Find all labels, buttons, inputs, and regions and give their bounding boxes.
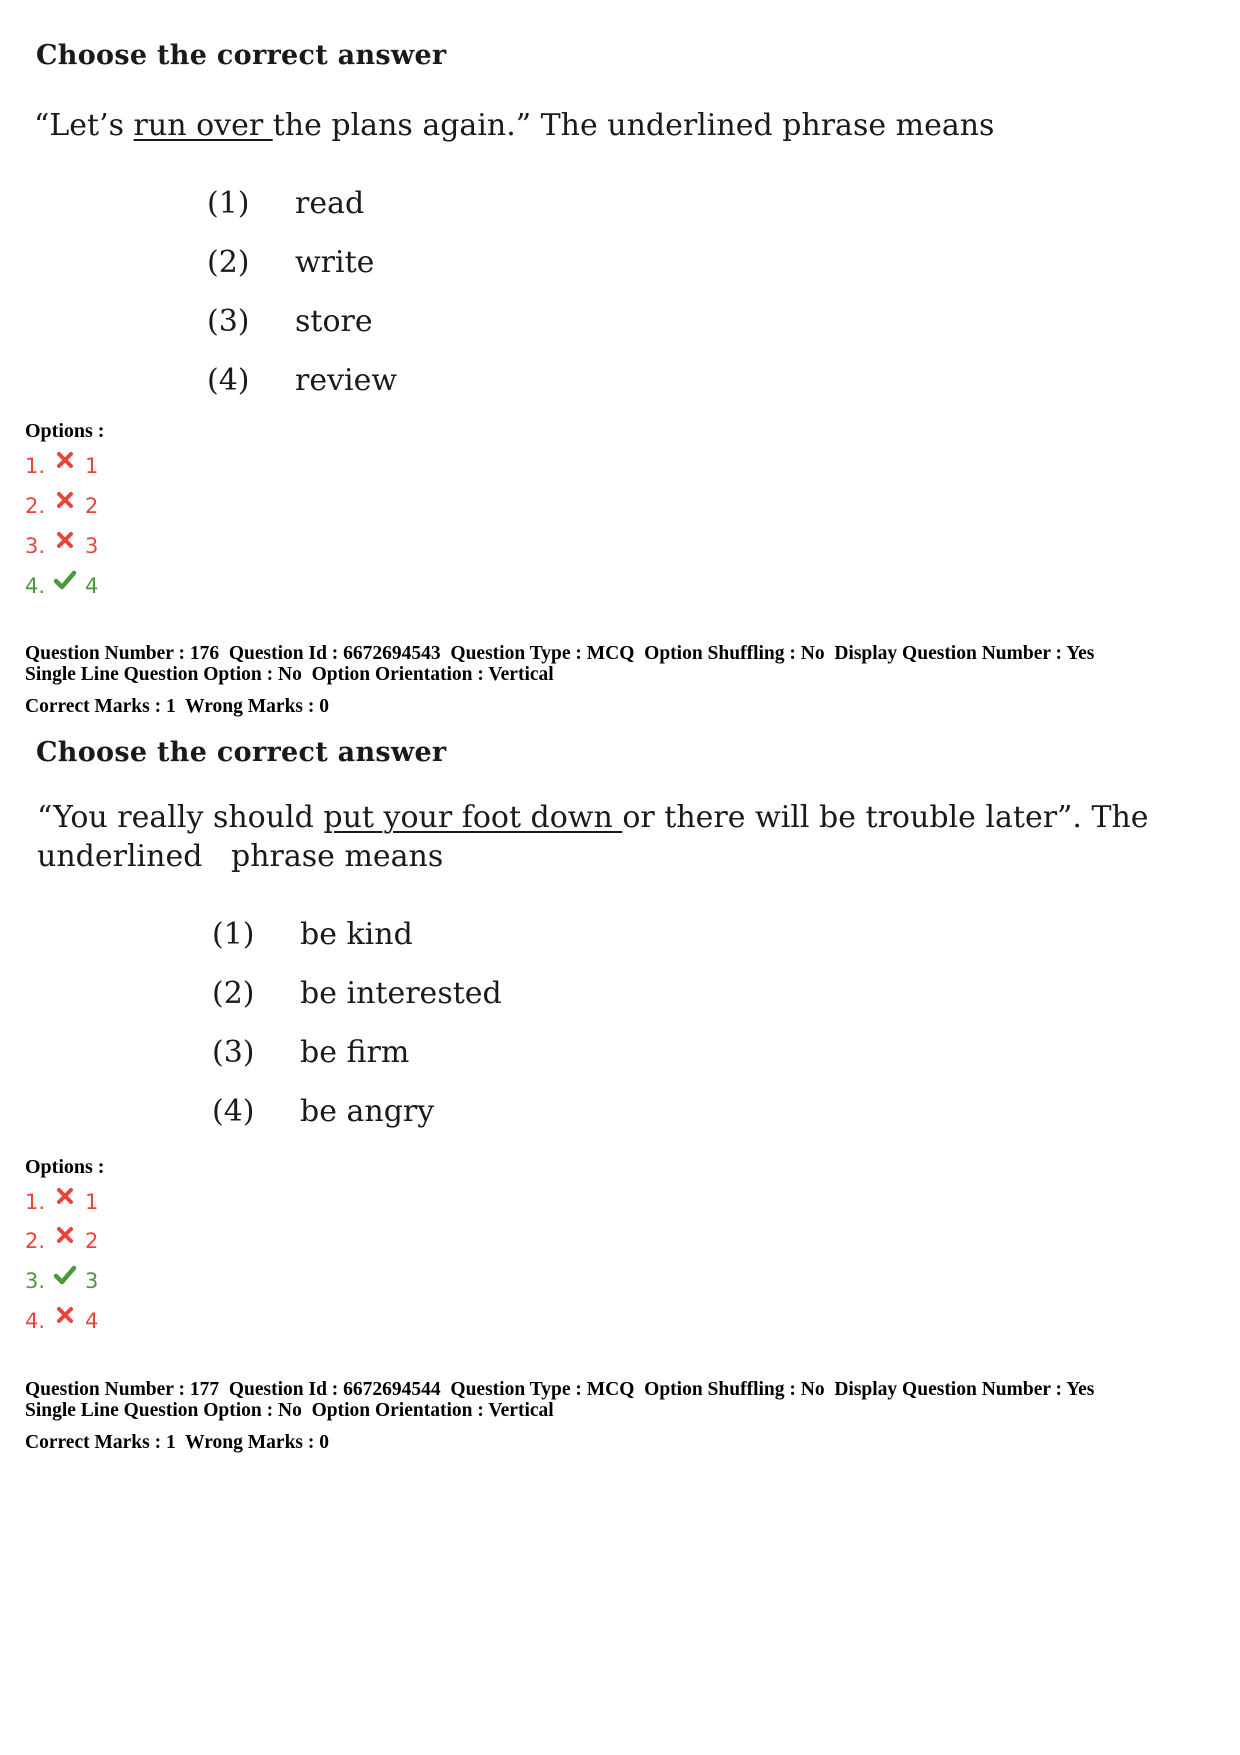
choice-number: (1) [212,917,255,952]
option-item [25,1308,98,1334]
choice-number: (4) [207,363,250,398]
option-item [25,1228,98,1254]
option-index: 2. [25,494,46,518]
marks-meta: Correct Marks : 1 Wrong Marks : 0 [25,1432,330,1453]
options-label: Options : [25,420,105,442]
option-value: 2 [85,494,99,518]
choice-item [212,976,502,1011]
question-heading: Choose the correct answer [36,737,447,768]
cross-icon [53,1305,77,1325]
choice-text: be interested [300,976,502,1011]
cross-icon [53,1225,77,1245]
choice-number: (2) [207,245,250,280]
choice-number: (1) [207,186,250,221]
choice-text: write [295,245,375,280]
option-item [25,1268,98,1294]
choice-text: be angry [300,1094,435,1129]
marks-meta: Correct Marks : 1 Wrong Marks : 0 [25,696,330,717]
option-value: 3 [85,534,99,558]
underlined-phrase: put your foot down [323,800,623,835]
cross-icon [53,450,77,470]
choice-item [207,363,397,398]
option-index: 4. [25,574,46,598]
option-value: 1 [85,454,99,478]
option-value: 3 [85,1269,99,1293]
question-text-after: the plans again.” The underlined phrase means [272,108,995,143]
choice-text: be kind [300,917,413,952]
cross-icon [53,530,77,550]
option-index: 1. [25,454,46,478]
option-item [25,1189,98,1215]
meta-line: Single Line Question Option : No Option Orientation : Vertical [25,664,554,685]
question-text-before: “Let’s [34,108,134,143]
option-index: 3. [25,534,46,558]
question-meta [25,1379,1094,1421]
question-heading: Choose the correct answer [36,40,447,71]
option-value: 4 [85,1309,99,1333]
option-index: 1. [25,1190,46,1214]
choice-text: store [295,304,373,339]
question-text-line2: underlined phrase means [37,839,444,874]
option-item [25,493,98,519]
choice-number: (3) [207,304,250,339]
question-text [37,800,1149,874]
option-index: 4. [25,1309,46,1333]
question-meta [25,643,1094,685]
check-icon [53,1265,77,1285]
choice-item [212,1094,434,1129]
option-item [25,453,98,479]
choice-item [207,186,364,221]
check-icon [53,570,77,590]
choice-number: (2) [212,976,255,1011]
choice-text: review [295,363,398,398]
question-text [34,108,994,143]
options-label: Options : [25,1156,105,1178]
option-item [25,573,98,599]
choice-text: be firm [300,1035,410,1070]
meta-line: Question Number : 177 Question Id : 6672694544 Question Type : MCQ Option Shuffling : No Display Question Number : Yes [25,1379,1095,1400]
question-text-before: “You really should [37,800,324,835]
option-value: 1 [85,1190,99,1214]
choice-number: (3) [212,1035,255,1070]
cross-icon [53,490,77,510]
option-index: 2. [25,1229,46,1253]
choice-text: read [295,186,365,221]
choice-item [212,917,413,952]
question-text-after: or there will be trouble later”. The [622,800,1149,835]
underlined-phrase: run over [133,108,273,143]
option-value: 4 [85,574,99,598]
choice-item [207,245,374,280]
option-item [25,533,98,559]
option-index: 3. [25,1269,46,1293]
meta-line: Single Line Question Option : No Option Orientation : Vertical [25,1400,554,1421]
choice-number: (4) [212,1094,255,1129]
choice-item [212,1035,409,1070]
option-value: 2 [85,1229,99,1253]
cross-icon [53,1186,77,1206]
choice-item [207,304,373,339]
meta-line: Question Number : 176 Question Id : 6672694543 Question Type : MCQ Option Shuffling : No Display Question Number : Yes [25,643,1095,664]
